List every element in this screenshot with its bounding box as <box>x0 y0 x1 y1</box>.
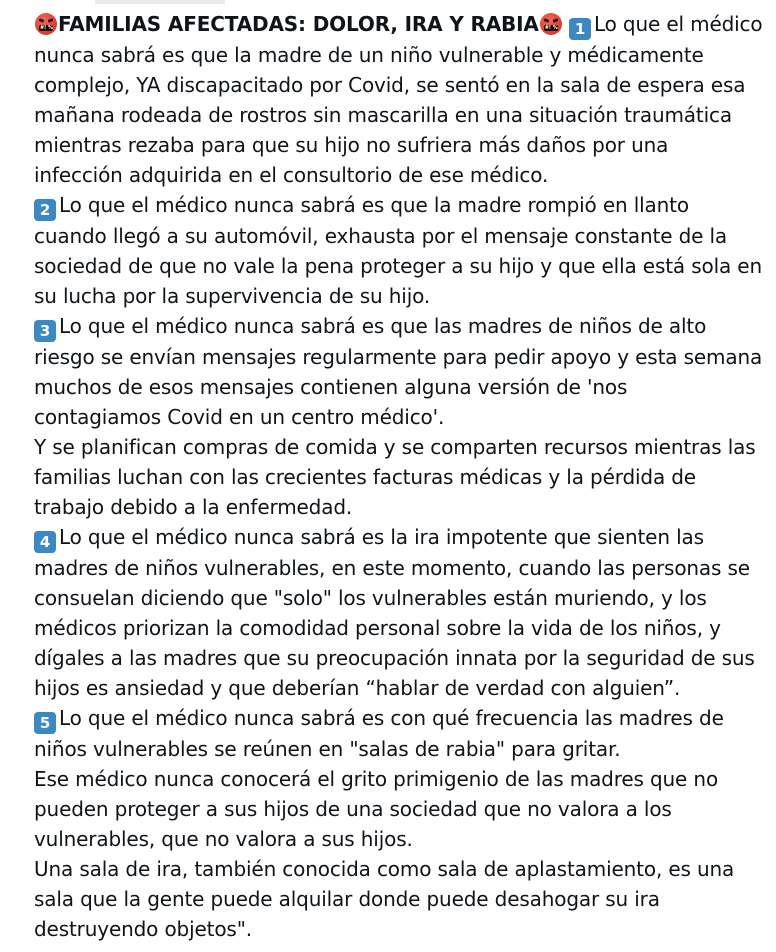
tweet-line: riesgo se envían mensajes regularmente para pedir apoyo y esta semana <box>34 345 763 369</box>
tweet-line: cuando llegó a su automóvil, exhausta por el mensaje constante de la <box>34 224 727 248</box>
keycap-3-icon: 3 <box>34 320 56 342</box>
keycap-2-icon: 2 <box>34 199 56 221</box>
tweet-line: dígales a las madres que su preocupación innata por la seguridad de sus <box>34 646 755 670</box>
tweet-line: Y se planifican compras de comida y se comparten recursos mientras las <box>34 435 756 459</box>
tweet-line: trabajo debido a la enfermedad. <box>34 495 353 519</box>
keycap-1-icon: 1 <box>569 18 591 40</box>
tweet-line: su lucha por la supervivencia de su hijo. <box>34 284 431 308</box>
tweet-line <box>34 522 764 553</box>
tweet-line: mañana rodeada de rostros sin mascarilla en una situación traumática <box>34 103 732 127</box>
tweet-line: sala que la gente puede alquilar donde puede desahogar su ira <box>34 887 660 911</box>
tweet-line: complejo, YA discapacitado por Covid, se sentó en la sala de espera esa <box>34 73 746 97</box>
tweet-line: madres de niños vulnerables, en este momento, cuando las personas se <box>34 556 750 580</box>
tweet-line: niños vulnerables se reúnen en "salas de rabia" para gritar. <box>34 737 621 761</box>
tweet-title: FAMILIAS AFECTADAS: DOLOR, IRA Y RABIA <box>58 12 539 36</box>
tweet-line-text: Lo que el médico nunca sabrá es con qué frecuencia las madres de <box>59 706 724 730</box>
tweet-line-text: Lo que el médico nunca sabrá es que la madre rompió en llanto <box>59 193 689 217</box>
tweet-line: vulnerables, que no valora a sus hijos. <box>34 827 413 851</box>
tweet-line: médicos priorizan la comodidad personal sobre la vida de los niños, y <box>34 616 721 640</box>
angry-face-with-symbols-icon: # ! % <box>540 13 562 35</box>
tweet-line: nunca sabrá es que la madre de un niño vulnerable y médicamente <box>34 43 704 67</box>
tweet-line: mientras rezaba para que su hijo no sufriera más daños por una <box>34 133 669 157</box>
keycap-5-icon: 5 <box>34 712 56 734</box>
tweet-line: muchos de esos mensajes contienen alguna versión de 'nos <box>34 375 628 399</box>
tweet-line <box>34 190 764 221</box>
tweet-line-text: Lo que el médico nunca sabrá es que las madres de niños de alto <box>59 314 707 338</box>
tweet-line-text: Lo que el médico <box>593 12 763 36</box>
tweet-line <box>34 311 764 342</box>
tweet-line: infección adquirida en el consultorio de ese médico. <box>34 163 549 187</box>
angry-face-with-symbols-icon: # ! % <box>35 13 57 35</box>
tweet-line <box>34 9 764 40</box>
tweet-line: consuelan diciendo que "solo" los vulnerables están muriendo, y los <box>34 586 707 610</box>
tweet-line: destruyendo objetos". <box>34 917 252 941</box>
tweet-text <box>34 9 764 944</box>
tweet-line: Una sala de ira, también conocida como sala de aplastamiento, es una <box>34 857 735 881</box>
tweet-line: contagiamos Covid en un centro médico'. <box>34 405 445 429</box>
keycap-4-icon: 4 <box>34 531 56 553</box>
tweet-line <box>34 703 764 734</box>
tweet-line: hijos es ansiedad y que deberían “hablar de verdad con alguien”. <box>34 676 681 700</box>
tweet-line: Ese médico nunca conocerá el grito primigenio de las madres que no <box>34 767 719 791</box>
tweet-line: sociedad de que no vale la pena proteger a su hijo y que ella está sola en <box>34 254 762 278</box>
tweet-line: familias luchan con las crecientes facturas médicas y la pérdida de <box>34 465 696 489</box>
tweet-line: pueden proteger a sus hijos de una sociedad que no valora a los <box>34 797 672 821</box>
top-cropped-element <box>95 0 225 4</box>
tweet-line-text: Lo que el médico nunca sabrá es la ira impotente que sienten las <box>59 525 704 549</box>
